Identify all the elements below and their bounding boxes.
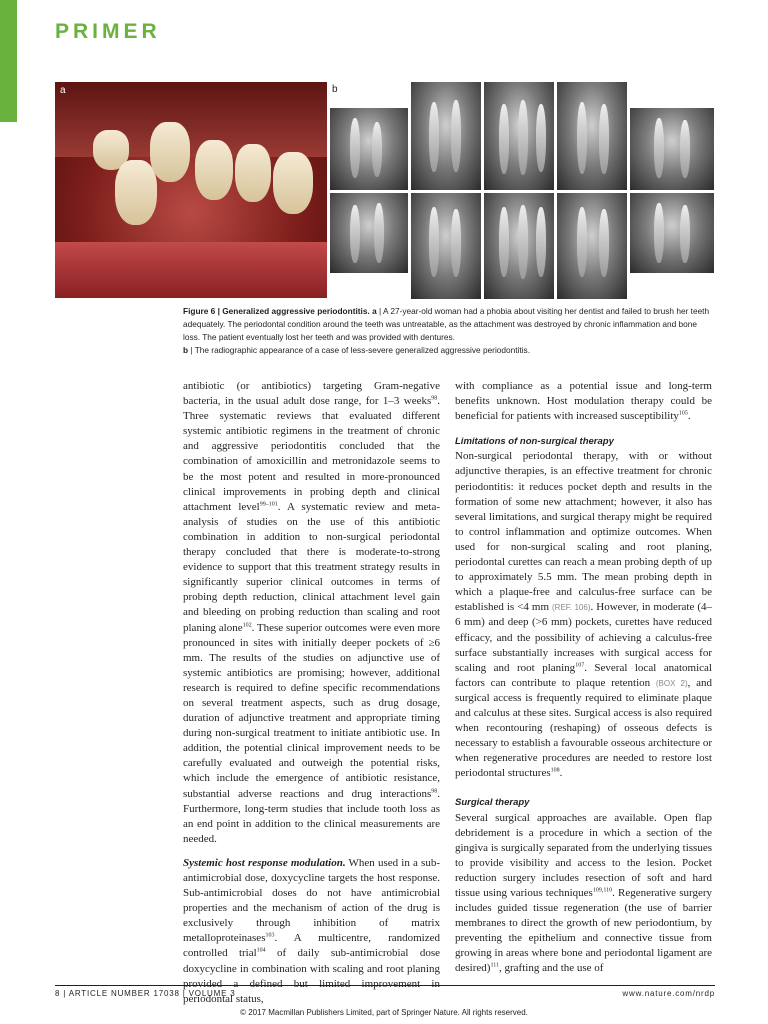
section-label: PRIMER xyxy=(55,20,161,43)
text-run: , and surgical access is frequently required to eliminate plaque and calculus at these sites. Surgical access is also required when recontouring (reshaping) of osseous defects is necessary to establish a favourable osseous architecture or when regenerative procedures are needed to restore lost periodontal structures xyxy=(455,676,712,780)
citation[interactable]: 107 xyxy=(575,662,585,669)
photo-tooth xyxy=(273,152,313,214)
radiograph xyxy=(484,193,554,299)
figure-panel-a-photo xyxy=(55,82,327,298)
footer-rule xyxy=(55,985,715,986)
subheading xyxy=(455,795,712,810)
text-run: Several surgical approaches are available. Open flap debridement is a procedure in which a section of the gingiva is surgically separated from the underlying tissues to provide visibility and access to the lesion. Pocket reduction surgery includes resection of soft and hard tissue using various techniques xyxy=(455,811,712,899)
radiograph xyxy=(411,193,481,299)
text-run: . xyxy=(559,767,563,780)
radiograph xyxy=(330,193,408,273)
radiograph xyxy=(557,193,627,299)
photo-tooth xyxy=(115,160,157,225)
panel-a-label: a xyxy=(60,85,66,96)
text-run: . Regenerative surgery includes guided tissue regeneration (the use of barrier membranes to direct the growth of new periodontium, by preventing the epithelium and connective tissue from growing in areas where bone and periodontal ligament are desired) xyxy=(455,887,712,975)
photo-tooth xyxy=(195,140,233,200)
copyright-notice: © 2017 Macmillan Publishers Limited, part of Springer Nature. All rights reserved. xyxy=(240,1008,528,1017)
panel-b-label: b xyxy=(332,84,338,95)
inline-heading: Systemic host response modulation. xyxy=(183,856,346,869)
body-column-left xyxy=(183,379,440,1007)
caption-b-text: | The radiographic appearance of a case of less-severe generalized aggressive periodontitis. xyxy=(190,345,530,355)
radiograph xyxy=(630,193,714,273)
figure-panel-b-radiographs xyxy=(330,82,714,299)
paragraph xyxy=(455,379,712,424)
section-color-bar xyxy=(0,0,17,122)
citation[interactable]: 108 xyxy=(550,767,560,774)
photo-tooth xyxy=(150,122,190,182)
radiograph xyxy=(411,82,481,190)
text-run: . Three systematic reviews that evaluated different systemic antibiotic regimens in the treatment of chronic and aggressive periodontitis concluded that the combination of amoxicillin and metronidazole seems to be the most potent and resulted in more-pronounced clinical improvements in probing depth and clinical attachment level xyxy=(183,395,440,513)
text-run: . xyxy=(687,410,691,423)
caption-a-label: a xyxy=(372,306,377,316)
citation[interactable]: 105 xyxy=(678,410,688,417)
footer-article-info: 8 | ARTICLE NUMBER 17038 | VOLUME 3 xyxy=(55,989,236,998)
figure-caption xyxy=(183,305,715,357)
paragraph xyxy=(455,811,712,977)
caption-title: Figure 6 | Generalized aggressive periodontitis. xyxy=(183,306,370,316)
radiograph xyxy=(484,82,554,190)
text-run: antibiotic (or antibiotics) targeting Gram-negative bacteria, in the usual adult dose range, for 1–3 weeks xyxy=(183,380,440,408)
reference-link[interactable]: (REF. 106) xyxy=(552,603,591,613)
radiograph xyxy=(557,82,627,190)
caption-b-label: b xyxy=(183,345,189,355)
subheading-text: Limitations of non-surgical therapy xyxy=(455,436,614,448)
text-run: . However, in moderate (4–6 mm) and deep (>6 mm) pockets, curettes have reduced efficacy, and the possibility of achieving a calculus-free surface substantially increases with surgical access for scaling and root planing xyxy=(455,601,712,674)
radiograph xyxy=(330,108,408,190)
text-run: , grafting and the use of xyxy=(499,962,604,975)
caption-a-text: | A 27-year-old woman had a phobia about visiting her dentist and failed to brush her teeth adequately. The periodontal condition around the teeth was untreatable, as the attachment was destroyed by chronic inflammation and bone loss. The patient eventually lost her teeth and was provided with dentures. xyxy=(183,306,710,342)
subheading xyxy=(455,434,712,449)
text-run: . Furthermore, long-term studies that include tooth loss as an end point in addition to the clinical measurements are needed. xyxy=(183,787,440,845)
citation[interactable]: 99–101 xyxy=(259,501,278,508)
text-run: When used in a sub-antimicrobial dose, doxycycline targets the host response. Sub-antimicrobial doses do not have antimicrobial properties and the mechanism of action of the drug is exclusively through inhibition of matrix metalloproteinases xyxy=(183,856,440,945)
text-run: of daily sub-antimicrobial dose doxycycline in combination with scaling and root planing provided a defined but limited improvement in periodontal status, xyxy=(183,947,440,1005)
citation[interactable]: 102 xyxy=(242,621,252,628)
text-run: . A systematic review and meta-analysis of studies on the use of this antibiotic combination in addition to non-surgical periodontal therapy concluded that there is moderate-to-strong evidence to support that this treatment strategy results in significantly superior clinical outcomes in terms of probing depth reduction, clinical attachment level gain and bleeding on probing reduction than scaling and root planing alone xyxy=(183,500,440,634)
citation[interactable]: 98 xyxy=(431,787,438,794)
text-run: . These superior outcomes were even more pronounced in sites with initially deeper pockets of ≥6 mm. The results of the studies on adjunctive use of systemic antibiotics are promising; however, additional research is required to define specific recommendations on several treatment aspects, such as drug dosage, duration of adjunctive treatment and appropriate timing during non-surgical treatment to initiate antibiotic use. In addition, the potential clinical improvement needs to be carefully evaluated and outweigh the potential risks, which include the emergence of antibiotic resistance, substantial adverse reactions and drug interactions xyxy=(183,621,440,800)
subheading-text: Surgical therapy xyxy=(455,797,530,809)
paragraph xyxy=(455,449,712,781)
paragraph xyxy=(183,379,440,847)
text-run: with compliance as a potential issue and long-term benefits unknown. Host modulation therapy could be beneficial for patients with increased susceptibility xyxy=(455,380,712,423)
radiograph xyxy=(630,108,714,190)
citation[interactable]: 111 xyxy=(490,962,499,969)
citation[interactable]: 104 xyxy=(256,947,266,954)
box-link[interactable]: (BOX 2) xyxy=(655,678,688,688)
text-run: Non-surgical periodontal therapy, with or without adjunctive therapies, is an effective treatment for chronic periodontitis: it reduces pocket depth and results in the formation of some new attachment; however, it also has several limitations, and surgical therapy might be required to control inflammation and optimize outcomes. When used for non-surgical scaling and root planing, periodontal curettes can reach a mean probing depth of up to approximately 5.5 mm. The mean probing depth in which a plaque-free and calculus-free surface can be established is <4 mm xyxy=(455,450,712,614)
footer-url-link[interactable]: www.nature.com/nrdp xyxy=(622,989,715,998)
body-column-right xyxy=(455,379,712,977)
text-run: . Several local anatomical factors can contribute to plaque retention xyxy=(455,661,712,689)
text-run: . A multicentre, randomized controlled trial xyxy=(183,932,440,960)
citation[interactable]: 103 xyxy=(265,932,275,939)
citation[interactable]: 98 xyxy=(431,395,438,402)
photo-tooth xyxy=(235,144,271,202)
photo-lower-gum xyxy=(55,242,327,298)
citation[interactable]: 109,110 xyxy=(592,887,613,894)
